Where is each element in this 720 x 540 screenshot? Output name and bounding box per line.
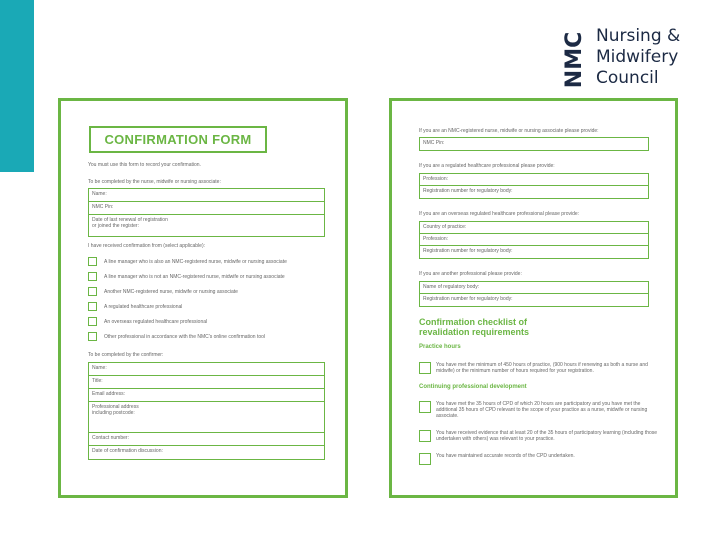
renewal-date-field[interactable] bbox=[89, 215, 324, 236]
cpd-hours-text: You have met the 35 hours of CPD of which 20 hours are participatory and you have met the additional 35 hours of CPD relevant to the scope of your practice as a nurse, midwife or nursing associate. bbox=[436, 401, 648, 419]
right-nmc-pin-field[interactable]: NMC Pin: bbox=[423, 140, 445, 146]
overseas-prompt: If you are an overseas regulated healthcare professional please provide: bbox=[419, 211, 580, 217]
nmc-pin-field[interactable]: NMC Pin: bbox=[89, 202, 324, 215]
checklist-page bbox=[389, 98, 678, 498]
nmc-logo-mark-icon bbox=[560, 28, 590, 92]
option-line-manager-not-registered[interactable] bbox=[88, 272, 285, 281]
received-from-label: I have received confirmation from (select applicable): bbox=[88, 243, 205, 249]
nmc-pin-box bbox=[419, 137, 649, 151]
option-label: A regulated healthcare professional bbox=[104, 303, 183, 310]
logo-line-1: Nursing & bbox=[596, 26, 681, 46]
option-label: Other professional in accordance with the NMC's online confirmation tool bbox=[104, 333, 266, 340]
confirmer-address-field[interactable] bbox=[89, 402, 324, 433]
svg-text:NMC: NMC bbox=[562, 31, 587, 89]
nmc-prompt: If you are an NMC-registered nurse, midwife or nursing associate please provide: bbox=[419, 128, 599, 134]
uk-prompt: If you are a regulated healthcare professional please provide: bbox=[419, 163, 555, 169]
practice-hours-text: You have met the minimum of 450 hours of practice, (900 hours if renewing as both a nurse and midwife) or the minimum number of hours required for your registration. bbox=[436, 362, 648, 374]
option-label: An overseas regulated healthcare professional bbox=[104, 318, 208, 325]
checkbox[interactable] bbox=[419, 430, 431, 442]
renewal-date-label-1: Date of last renewal of registration bbox=[92, 217, 168, 223]
checklist-heading-line-2: revalidation requirements bbox=[419, 327, 530, 337]
nurse-details-box bbox=[88, 188, 325, 237]
teal-accent-bar bbox=[0, 0, 34, 172]
uk-registration-field[interactable]: Registration number for regulatory body: bbox=[423, 188, 513, 194]
address-label-2: including postcode: bbox=[92, 410, 135, 416]
overseas-registration-field[interactable]: Registration number for regulatory body: bbox=[423, 248, 513, 254]
regulatory-body-field[interactable]: Name of regulatory body: bbox=[420, 282, 648, 294]
cpd-evidence-text: You have received evidence that at least 20 of the 35 hours of participatory learning (including those undertaken with others) was relevant to your practice. bbox=[436, 430, 658, 442]
confirmation-date-field[interactable]: Date of confirmation discussion: bbox=[92, 448, 163, 454]
checklist-heading bbox=[419, 317, 529, 337]
checklist-heading-line-1: Confirmation checklist of bbox=[419, 317, 528, 327]
option-label: Another NMC-registered nurse, midwife or nursing associate bbox=[104, 288, 238, 295]
cpd-records-check[interactable] bbox=[419, 453, 658, 465]
option-label: A line manager who is also an NMC-registered nurse, midwife or nursing associate bbox=[104, 258, 287, 265]
nmc-logo bbox=[560, 26, 700, 96]
confirmer-title-field[interactable]: Title: bbox=[89, 376, 324, 389]
overseas-profession-field[interactable]: Profession: bbox=[420, 234, 648, 246]
form-title-box bbox=[89, 126, 267, 153]
option-regulated-professional[interactable] bbox=[88, 302, 182, 311]
option-other-professional[interactable] bbox=[88, 332, 265, 341]
other-professional-box bbox=[419, 281, 649, 307]
name-field[interactable]: Name: bbox=[89, 189, 324, 202]
cpd-evidence-check[interactable] bbox=[419, 430, 658, 442]
logo-line-3: Council bbox=[596, 68, 659, 88]
option-line-manager-registered[interactable] bbox=[88, 257, 287, 266]
cpd-hours-check[interactable] bbox=[419, 401, 658, 419]
uk-profession-field[interactable]: Profession: bbox=[420, 174, 648, 186]
checkbox[interactable] bbox=[88, 257, 97, 266]
checkbox[interactable] bbox=[419, 401, 431, 413]
uk-professional-box bbox=[419, 173, 649, 199]
form-title: CONFIRMATION FORM bbox=[104, 132, 252, 147]
checkbox[interactable] bbox=[419, 453, 431, 465]
option-label: A line manager who is not an NMC-registered nurse, midwife or nursing associate bbox=[104, 273, 285, 280]
logo-line-2: Midwifery bbox=[596, 47, 679, 67]
option-another-nmc[interactable] bbox=[88, 287, 238, 296]
overseas-professional-box bbox=[419, 221, 649, 259]
other-registration-field[interactable]: Registration number for regulatory body: bbox=[423, 296, 513, 302]
form-intro: You must use this form to record your confirmation. bbox=[88, 162, 201, 168]
country-field[interactable]: Country of practice: bbox=[420, 222, 648, 234]
checkbox[interactable] bbox=[88, 332, 97, 341]
option-overseas-professional[interactable] bbox=[88, 317, 207, 326]
checkbox[interactable] bbox=[88, 287, 97, 296]
other-prompt: If you are another professional please provide: bbox=[419, 271, 522, 277]
checkbox[interactable] bbox=[88, 317, 97, 326]
confirmer-email-field[interactable]: Email address: bbox=[89, 389, 324, 402]
nmc-logo-wordmark bbox=[596, 26, 680, 89]
checkbox[interactable] bbox=[88, 272, 97, 281]
cpd-records-text: You have maintained accurate records of the CPD undertaken. bbox=[436, 453, 575, 459]
confirmer-details-box bbox=[88, 362, 325, 460]
checkbox[interactable] bbox=[419, 362, 431, 374]
practice-hours-heading: Practice hours bbox=[419, 344, 461, 350]
confirmer-name-field[interactable]: Name: bbox=[89, 363, 324, 376]
confirmation-form-page bbox=[58, 98, 348, 498]
practice-hours-check[interactable] bbox=[419, 362, 658, 374]
confirmer-section-label: To be completed by the confirmer: bbox=[88, 352, 164, 358]
checkbox[interactable] bbox=[88, 302, 97, 311]
confirmer-contact-field[interactable]: Contact number: bbox=[89, 433, 324, 446]
nurse-section-label: To be completed by the nurse, midwife or nursing associate: bbox=[88, 179, 221, 185]
renewal-date-label-2: or joined the register: bbox=[92, 223, 139, 229]
address-label-1: Professional address bbox=[92, 404, 139, 410]
cpd-heading: Continuing professional development bbox=[419, 384, 527, 390]
